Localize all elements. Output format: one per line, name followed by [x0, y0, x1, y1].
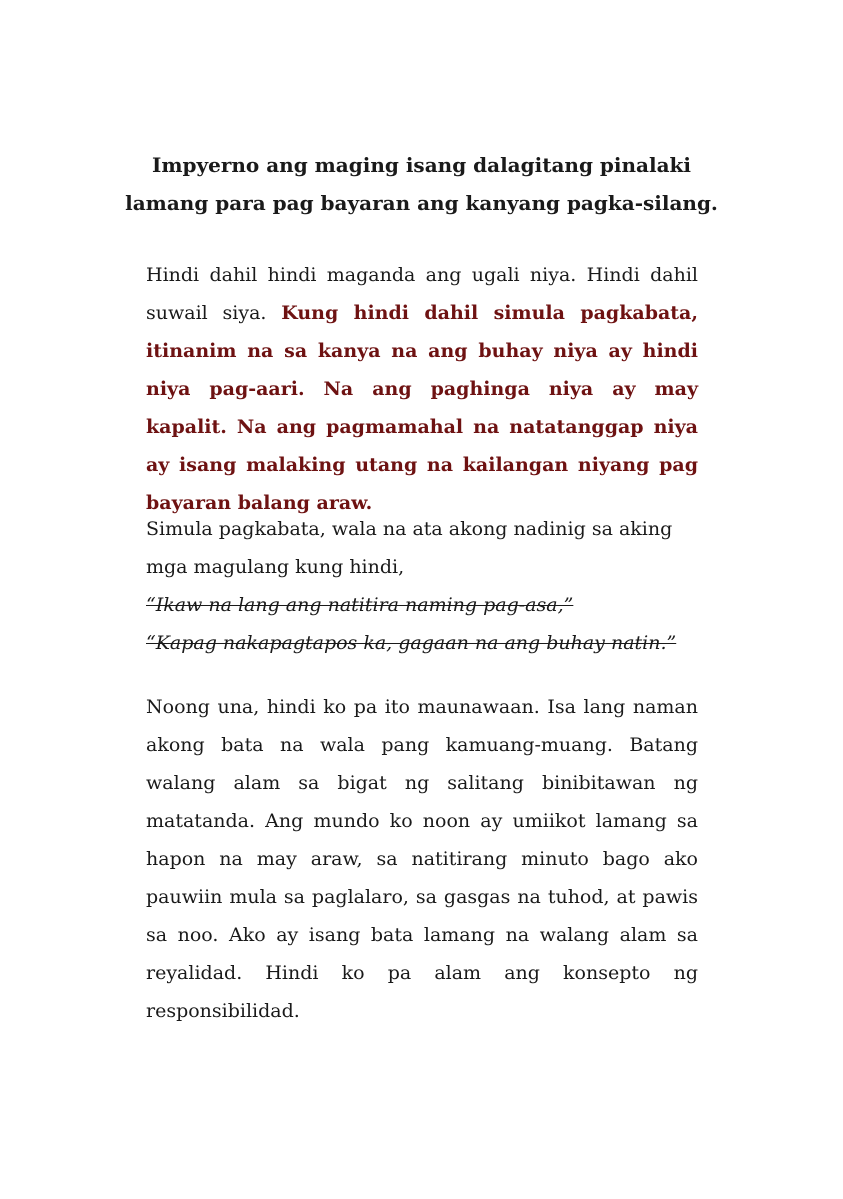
- paragraph-2: [146, 510, 698, 662]
- heading-line-2: lamang para pag bayaran ang kanyang pagka-silang.: [125, 191, 718, 215]
- paragraph-1-plain: Hindi dahil hindi maganda ang ugali niya. Hindi dahil suwail siya.: [146, 264, 698, 324]
- paragraph-1-emphasis: Kung hindi dahil simula pagkabata, itinanim na sa kanya na ang buhay niya ay hindi niya pag-aari. Na ang paghinga niya ay may kapalit. Na ang pagmamahal na natatanggap niya ay isang malaking utang na kailangan niyang pag bayaran balang araw.: [146, 302, 698, 514]
- paragraph-1: [146, 256, 698, 522]
- struck-quote-2: “Kapag nakapagtapos ka, gagaan na ang buhay natin.”: [146, 632, 677, 654]
- paragraph-3: Noong una, hindi ko pa ito maunawaan. Isa lang naman akong bata na wala pang kamuang-muang. Batang walang alam sa bigat ng salitang binibitawan ng matatanda. Ang mundo ko noon ay umiikot lamang sa hapon na may araw, sa natitirang minuto bago ako pauwiin mula sa paglalaro, sa gasgas na tuhod, at pawis sa noo. Ako ay isang bata lamang na walang alam sa reyalidad. Hindi ko pa alam ang konsepto ng responsibilidad.: [146, 696, 698, 1022]
- struck-quote-1: “Ikaw na lang ang natitira naming pag-asa,”: [146, 594, 574, 616]
- paragraph-2-text: Simula pagkabata, wala na ata akong nadinig sa aking mga magulang kung hindi,: [146, 518, 673, 578]
- page-heading: [100, 146, 743, 222]
- heading-line-1: Impyerno ang maging isang dalagitang pinalaki: [151, 153, 692, 177]
